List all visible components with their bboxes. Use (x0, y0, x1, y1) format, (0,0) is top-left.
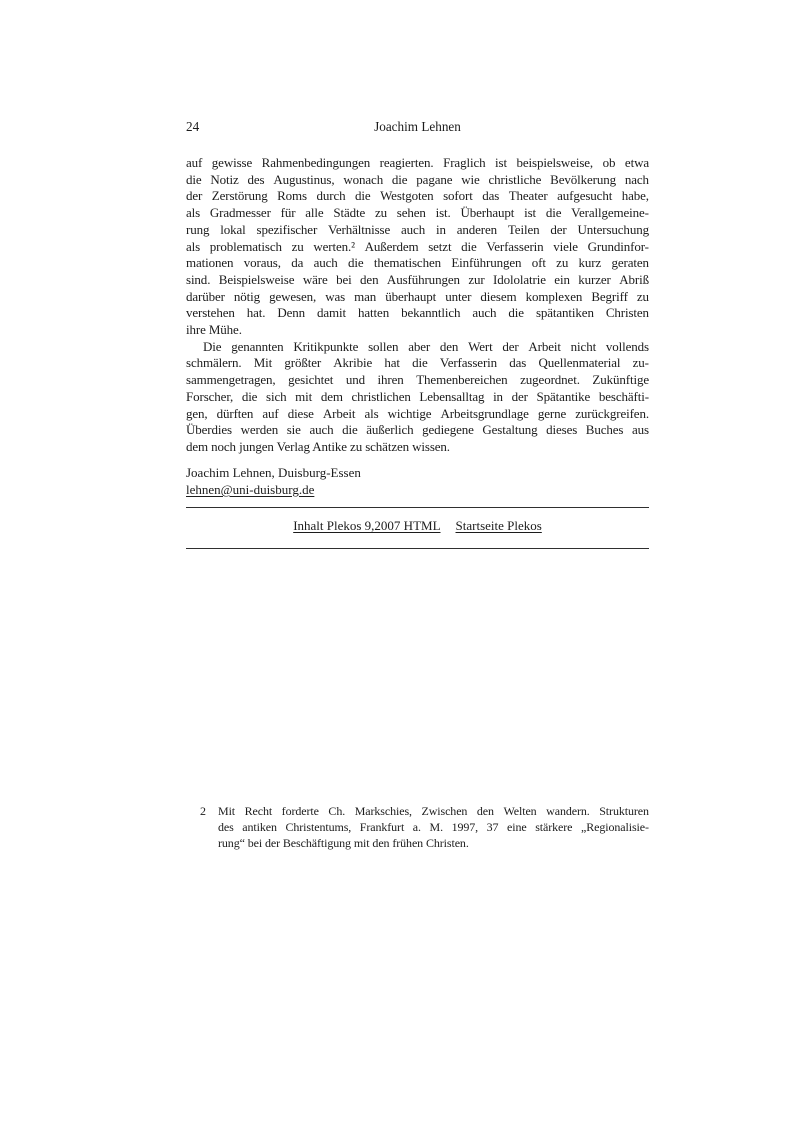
text-line: der Zerstörung Roms durch die Westgoten sofort das Theater aufgesucht habe, (186, 188, 649, 204)
text-line: Forscher, die sich mit dem christlichen Lebensalltag in der Spätantike beschäfti- (186, 388, 649, 404)
text-line: mationen voraus, da auch die thematischen Einführungen oft zu kurz geraten (186, 255, 649, 271)
footer-nav (186, 518, 649, 534)
footnote-line: des antiken Christentums, Frankfurt a. M. 1997, 37 eine stärkere „Regionalisie- (218, 820, 649, 835)
footnote-line: rung“ bei der Beschäftigung mit den frühen Christen. (218, 836, 469, 851)
page-number: 24 (186, 119, 200, 134)
separator-rule-top (186, 507, 649, 508)
email-link[interactable]: lehnen@uni-duisburg.de (186, 481, 315, 497)
paragraph (186, 155, 649, 339)
text-line: Die genannten Kritikpunkte sollen aber den Wert der Arbeit nicht vollends (203, 338, 649, 354)
text-line: sind. Beispielsweise wäre bei den Ausführungen zur Idololatrie ein kurzer Abriß (186, 271, 649, 287)
text-line: schmälern. Mit größter Akribie hat die Verfasserin das Quellenmaterial zu- (186, 355, 649, 371)
text-line: Überdies werden sie auch die äußerlich gediegene Gestaltung dieses Buches aus (186, 422, 649, 438)
footnote-text (218, 803, 649, 852)
text-line: rung lokal spezifischer Verhältnisse auch in anderen Teilen der Untersuchung (186, 221, 649, 237)
text-line: als Gradmesser für alle Städte zu sehen ist. Überhaupt ist die Verallgemeine- (186, 205, 649, 221)
author-name: Joachim Lehnen, Duisburg-Essen (186, 465, 361, 480)
text-line: gen, dürften auf diese Arbeit als wichtige Arbeitsgrundlage gerne zurückgreifen. (186, 405, 649, 421)
running-header (186, 119, 649, 137)
text-line: dem noch jungen Verlag Antike zu schätzen wissen. (186, 438, 450, 454)
article-body (186, 155, 649, 456)
text-line: darüber nötig gewesen, was man überhaupt unter diesem komplexen Begriff zu (186, 288, 649, 304)
footnote-line: Mit Recht forderte Ch. Markschies, Zwischen den Welten wandern. Strukturen (218, 804, 649, 818)
text-line: auf gewisse Rahmenbedingungen reagierten. Fraglich ist beispielsweise, ob etwa (186, 155, 649, 170)
text-line: die Notiz des Augustinus, wonach die pagane wie christliche Bevölkerung nach (186, 171, 649, 187)
paragraph (186, 339, 649, 456)
footnote (200, 803, 649, 852)
running-header-title: Joachim Lehnen (374, 119, 461, 134)
text-line: ihre Mühe. (186, 322, 242, 338)
nav-link-startseite-plekos[interactable]: Startseite Plekos (455, 518, 542, 533)
footnote-marker: 2 (200, 804, 206, 818)
author-signature (186, 465, 649, 498)
nav-link-inhalt-plekos[interactable]: Inhalt Plekos 9,2007 HTML (293, 518, 441, 533)
text-line: als problematisch zu werten.² Außerdem setzt die Verfasserin viele Grundinfor- (186, 238, 649, 254)
text-line: verstehen hat. Denn damit hatten bekanntlich auch die spätantiken Christen (186, 305, 649, 321)
text-line: sammengetragen, gesichtet und ihren Themenbereichen zugeordnet. Zukünftige (186, 372, 649, 388)
separator-rule-bottom (186, 548, 649, 549)
